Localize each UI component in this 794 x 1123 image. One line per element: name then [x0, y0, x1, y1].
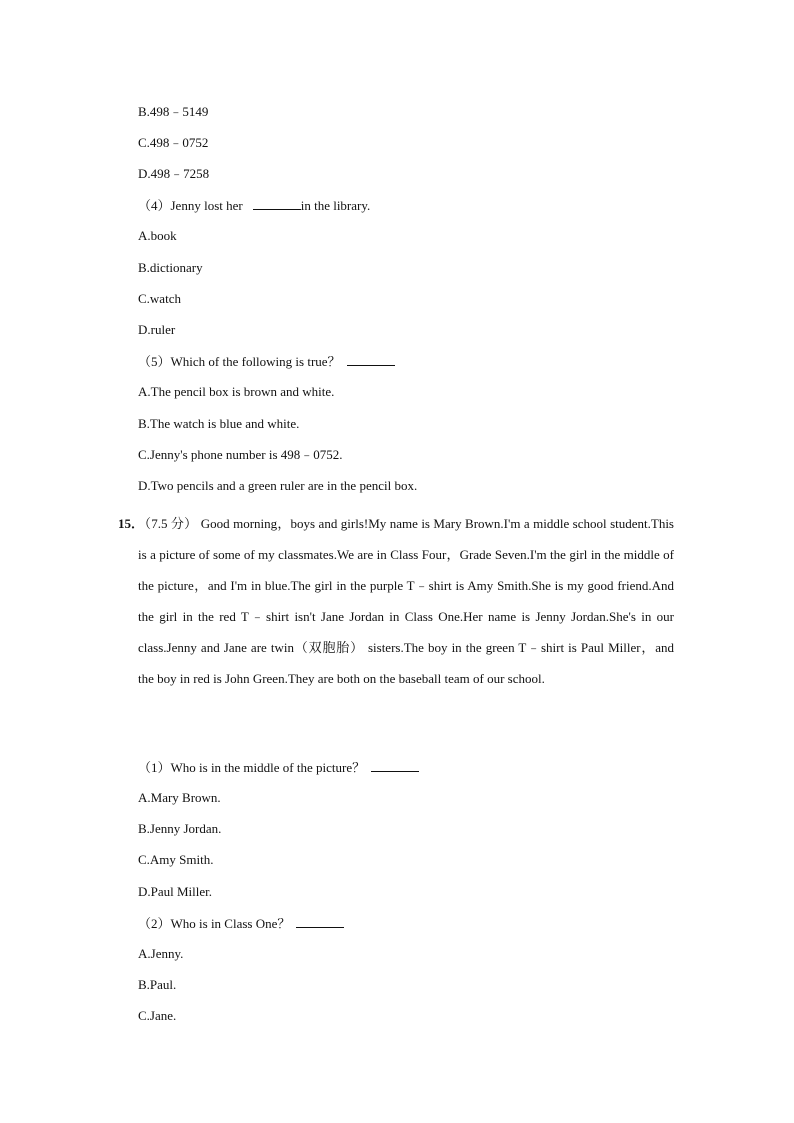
option-d: D.498﹣7258 [138, 166, 210, 181]
answer-blank [296, 914, 344, 928]
answer-blank [347, 352, 395, 366]
question-5-text: （5）Which of the following is true？ [138, 354, 341, 369]
q5-option-b: B.The watch is blue and white. [138, 416, 300, 431]
answer-blank [253, 196, 301, 210]
subquestion-1-text: （1）Who is in the middle of the picture？ [138, 760, 366, 775]
q4-option-d: D.ruler [138, 322, 176, 337]
subquestion-1 [138, 758, 419, 777]
sub2-option-a: A.Jenny. [138, 946, 184, 961]
question-15-score: （7.5 分） [138, 516, 198, 531]
question-15-number: 15． [118, 516, 145, 531]
question-15-passage [138, 508, 674, 694]
q5-option-a: A.The pencil box is brown and white. [138, 384, 335, 399]
option-b: B.498﹣5149 [138, 104, 209, 119]
q5-option-d: D.Two pencils and a green ruler are in the pencil box. [138, 478, 418, 493]
option-c: C.498﹣0752 [138, 135, 209, 150]
question-4-prefix: （4）Jenny lost her [138, 198, 243, 213]
passage-text: Good morning，boys and girls!My name is Mary Brown.I'm a middle school student.This is a picture of some of my classmates.We are in Class Four，Grade Seven.I'm the girl in the middle of the picture，and I'm in blue.The girl in the purple T﹣shirt is Amy Smith.She is my good friend.And the girl in the red T﹣shirt isn't Jane Jordan in Class One.Her name is Jenny Jordan.She's in our class.Jenny and Jane are twin（双胞胎） sisters.The boy in the green T﹣shirt is Paul Miller，and the boy in red is John Green.They are both on the baseball team of our school. [138, 516, 674, 686]
question-4-suffix: in the library. [300, 198, 371, 213]
sub1-option-c: C.Amy Smith. [138, 852, 214, 867]
question-5 [138, 352, 395, 371]
subquestion-2 [138, 914, 344, 933]
q5-option-c: C.Jenny's phone number is 498﹣0752. [138, 447, 343, 462]
answer-blank [371, 758, 419, 772]
subquestion-2-text: （2）Who is in Class One？ [138, 916, 291, 931]
sub2-option-c: C.Jane. [138, 1008, 177, 1023]
q4-option-b: B.dictionary [138, 260, 203, 275]
question-4 [138, 196, 370, 215]
q4-option-c: C.watch [138, 291, 181, 306]
sub1-option-b: B.Jenny Jordan. [138, 821, 222, 836]
sub1-option-a: A.Mary Brown. [138, 790, 221, 805]
sub1-option-d: D.Paul Miller. [138, 884, 213, 899]
q4-option-a: A.book [138, 228, 177, 243]
sub2-option-b: B.Paul. [138, 977, 177, 992]
